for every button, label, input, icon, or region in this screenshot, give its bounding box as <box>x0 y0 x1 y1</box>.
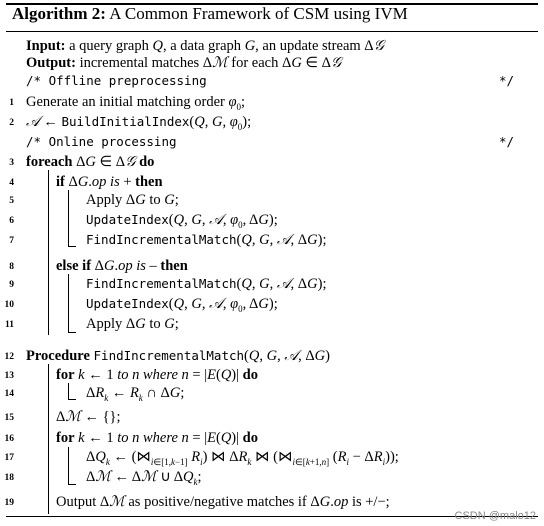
for-block-bar-2 <box>68 447 69 484</box>
comment-offline: /* Offline preprocessing */ <box>26 73 514 88</box>
input-line: Input: a query graph Q, a data graph G, an update stream Δ𝒢 <box>26 38 384 54</box>
output-line: Output: incremental matches Δℳ for each ΔG ∈ Δ𝒢 <box>26 55 342 71</box>
line-7: 7 FindIncrementalMatch(Q, G, 𝒜, ΔG); <box>9 232 327 248</box>
for-block-end-1 <box>68 399 76 400</box>
line-3: 3 foreach ΔG ∈ Δ𝒢 do <box>9 154 155 170</box>
watermark: CSDN @malo12 <box>454 510 536 522</box>
else-block-end <box>68 332 76 333</box>
line-11: 11 Apply ΔG to G; <box>5 316 179 332</box>
line-10: 10 UpdateIndex(Q, G, 𝒜, $\varphi_0$, ΔG); <box>4 296 278 314</box>
line-12: 12 Procedure FindIncrementalMatch(Q, G, 𝒜, ΔG) <box>4 348 330 364</box>
line-18: 18 Δℳ ← Δℳ ∪ $\Delta Q_k$; <box>4 469 202 487</box>
else-block-bar <box>68 274 69 332</box>
line-2: 2 𝒜 ← BuildInitialIndex(Q, G, $\varphi_0$); <box>9 114 252 132</box>
if-block-end <box>68 246 76 247</box>
line-5: 5 Apply ΔG to G; <box>9 192 179 208</box>
line-17: 17 $\Delta Q_k$ ← ($⋈_{i\in[1,k-1]}$ $R_i$) ⋈ $\Delta R_k$ ⋈ ($⋈_{i\in[k+1,n]}$ $(R_i - \Delta R_i)$); <box>4 449 399 467</box>
procedure-block-bar <box>48 364 49 514</box>
for-block-end-2 <box>68 484 76 485</box>
title-rule <box>6 31 538 32</box>
line-4: 4 if ΔG.op is + then <box>9 174 163 190</box>
comment-online: /* Online processing */ <box>26 134 514 149</box>
line-13: 13 for k ← 1 to n where n = |E(Q)| do <box>4 367 258 383</box>
line-16: 16 for k ← 1 to n where n = |E(Q)| do <box>4 430 258 446</box>
algorithm-title: Algorithm 2: A Common Framework of CSM using IVM <box>12 4 408 23</box>
line-8: 8 else if ΔG.op is – then <box>9 258 188 274</box>
if-block-bar <box>68 190 69 246</box>
for-block-bar-1 <box>68 383 69 399</box>
foreach-block-bar <box>48 170 49 335</box>
line-19: 19 Output Δℳ as positive/negative matches if ΔG.op is +/−; <box>4 494 390 510</box>
line-1: 1 Generate an initial matching order $\varphi_0$; <box>9 94 246 112</box>
line-6: 6 UpdateIndex(Q, G, 𝒜, $\varphi_0$, ΔG); <box>9 212 278 230</box>
line-9: 9 FindIncrementalMatch(Q, G, 𝒜, ΔG); <box>9 276 327 292</box>
line-14: 14 $\Delta R_k$ ← $R_k$ ∩ ΔG; <box>4 385 185 403</box>
line-15: 15 Δℳ ← {}; <box>4 409 121 425</box>
